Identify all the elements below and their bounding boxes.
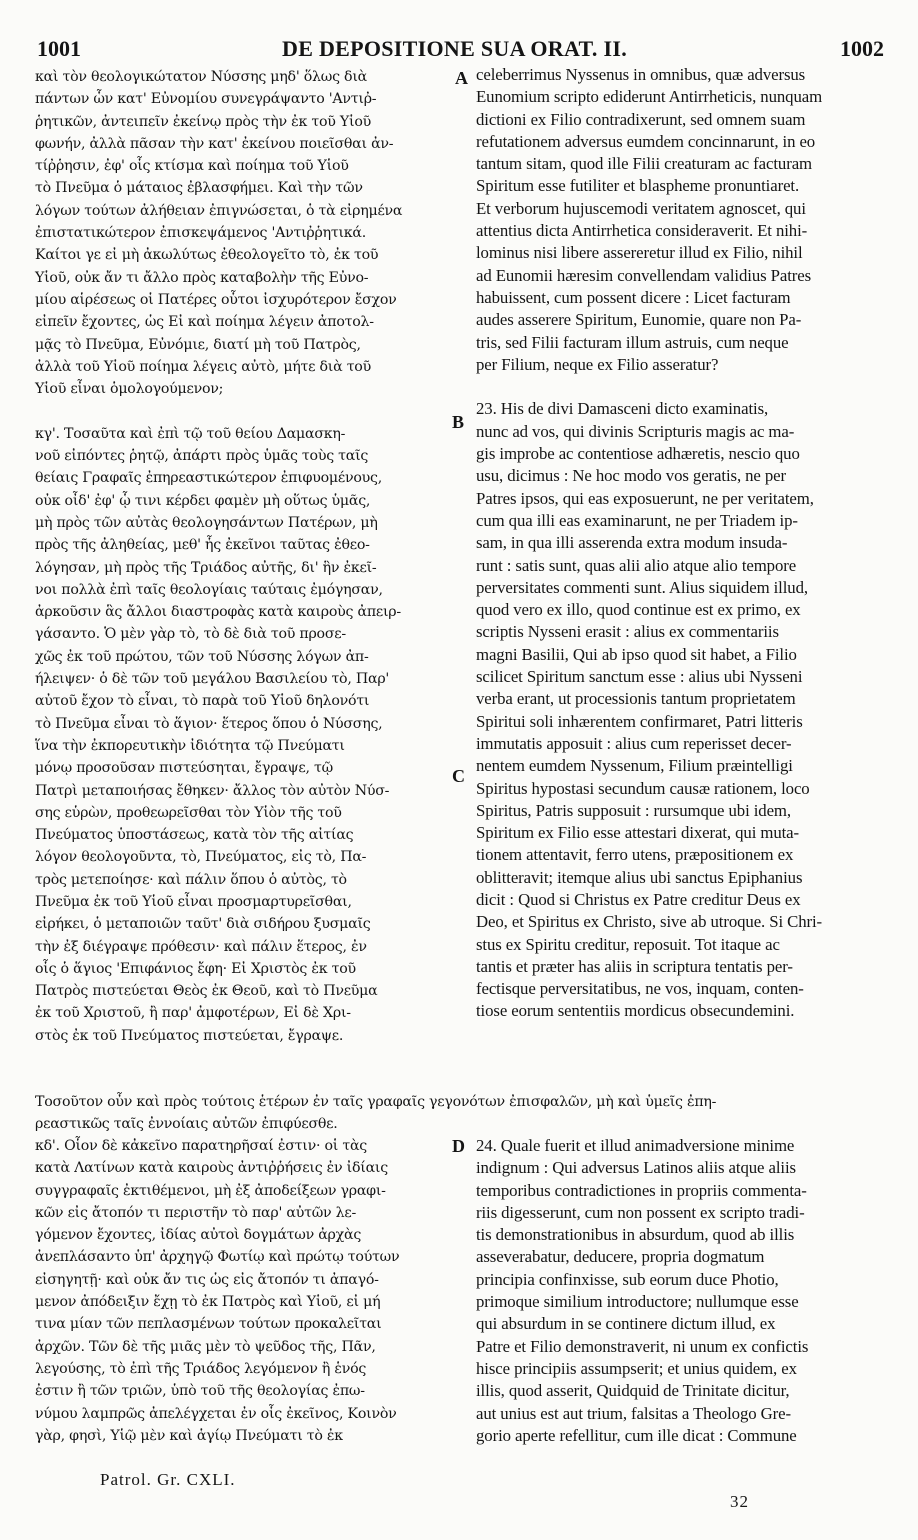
- text-line: οἷς ὁ ἅγιος 'Επιφάνιος ἔφη· Εἰ Χριστὸς ἐκ τοῦ: [35, 960, 356, 977]
- text-line: Πατρὸς πιστεύεται Θεὸς ἐκ Θεοῦ, καὶ τὸ Πνεῦμα: [35, 983, 378, 1000]
- text-line: celeberrimus Nyssenus in omnibus, quæ adversus: [476, 65, 806, 84]
- text-line: μενον ἀπόδειξιν ἔχῃ τὸ ἐκ Πατρὸς καὶ Υἱοῦ, εἰ μή: [35, 1294, 381, 1311]
- text-line: qui absurdum in se continere dictum illud, ex: [476, 1314, 776, 1334]
- text-line: λόγων τούτων ἀλήθειαν ἐπιγνώσεται, ὁ τὰ εἰρημένα: [35, 202, 403, 219]
- text-line: Καίτοι γε εἰ μὴ ἀκωλύτως ἐθεολογεῖτο τὸ, ἐκ τοῦ: [35, 247, 379, 264]
- text-line: Deo, et Spiritus ex Christo, sive ab utroque. Si Chri-: [476, 912, 823, 932]
- text-line: γὰρ, φησὶ, Υἱῷ μὲν καὶ ἁγίῳ Πνεύματι τὸ ἐκ: [35, 1427, 343, 1444]
- text-line: primoque similium introductore; nullumque esse: [476, 1292, 799, 1312]
- section-marker-b: B: [452, 412, 465, 432]
- text-line: Τοσοῦτον οὖν καὶ πρὸς τούτοις ἑτέρων ἐν ταῖς γραφαῖς γεγονότων ἐπισφαλῶν, μὴ καὶ ὑμεῖς ἐπη-: [35, 1094, 717, 1110]
- text-line: aut unius est aut trium, falsitas a Theologo Gre-: [476, 1403, 791, 1423]
- text-line: tantis et præter has aliis in scriptura tentatis per-: [476, 956, 793, 976]
- text-line: Et verborum hujuscemodi veritatem agnoscet, qui: [476, 198, 806, 218]
- text-line: stus ex Spiritu creditur, reposuit. Tot itaque ac: [476, 934, 780, 954]
- text-line: Spiritui soli inhærentem confirmaret, Patri litteris: [476, 711, 803, 731]
- text-line: Patres ipsos, qui eas exposuerunt, ne per veritatem,: [476, 488, 814, 508]
- greek-column-lower: [35, 1135, 455, 1447]
- section-marker-c: C: [452, 766, 465, 786]
- text-line: γάσαντο. Ὁ μὲν γὰρ τὸ, τὸ δὲ διὰ τοῦ προσε-: [35, 626, 346, 643]
- text-line: εἰρήκει, ὁ μεταποιῶν ταῦτ' διὰ σιδήρου ξυσμαῖς: [35, 916, 371, 933]
- text-line: πρὸς τῆς ἀληθείας, μεθ' ἧς ἐκεῖνοι ταῦτας ἐθεο-: [35, 537, 370, 554]
- text-line: γόμενον ἔχοντες, ἰδίας αὐτοὶ δογμάτων ἀρχὰς: [35, 1227, 362, 1244]
- text-line: κγ'. Τοσαῦτα καὶ ἐπὶ τῷ τοῦ θείου Δαμασκη-: [35, 425, 346, 442]
- text-line: Πατρὶ μεταποιήσας ἔθηκεν· ἄλλος τὸν αὐτὸν Νύσ-: [35, 782, 390, 799]
- page-number-right: 1002: [840, 36, 884, 61]
- text-line: refutationem adversus eumdem concinnarunt, in eo: [476, 131, 816, 151]
- text-line: oblitteravit; itemque alius ubi sanctus Epiphanius: [476, 867, 803, 887]
- text-line: ῥητικῶν, ἀντειπεῖν ἐκείνῳ πρὸς τὴν ἐκ τοῦ Υἱοῦ: [35, 113, 372, 130]
- text-line: Πνεύματος ὑποστάσεως, κατὰ τὸν τῆς αἰτίας: [35, 827, 354, 844]
- section-marker-d: D: [452, 1136, 465, 1156]
- text-line: τὸ Πνεῦμα ὁ μάταιος ἐβλασφήμει. Καὶ τὴν τῶν: [35, 180, 363, 197]
- running-title: DE DEPOSITIONE SUA ORAT. II.: [282, 36, 627, 61]
- text-line: sam, in qua illi asserenda extra modum insuda-: [476, 533, 788, 553]
- text-line: illis, quod asserit, Quidquid de Trinitate dicitur,: [476, 1381, 790, 1401]
- text-line: αὐτοῦ ἔχον τὸ εἶναι, τὸ παρὰ τοῦ Υἱοῦ δηλονότι: [35, 693, 370, 710]
- text-line: ἀλλὰ τοῦ Υἱοῦ ποίημα λέγεις αὐτὸ, μήτε διὰ τοῦ: [35, 358, 371, 375]
- text-line: λόγησαν, μὴ πρὸς τῆς Τριάδος αὐτῆς, δι' ἣν ἐκεῖ-: [35, 559, 377, 576]
- text-line: ἐστιν ἢ τῶν τριῶν, ὑπὸ τοῦ τῆς θεολογίας ἐπω-: [35, 1383, 365, 1400]
- text-line: τὴν ἐξ διέγραψε πρόθεσιν· καὶ πάλιν ἕτερος, ἐν: [35, 938, 367, 955]
- text-line: gorio aperte refellitur, cum ille dicat : Commune: [476, 1425, 797, 1445]
- text-line: immutatis apposuit : alius cum reperisset decer-: [476, 733, 792, 753]
- text-line: Υἱοῦ, οὐκ ἄν τι ἄλλο πρὸς καταβολὴν τῆς Εὐνο-: [35, 269, 369, 286]
- full-width-greek-lines: [35, 1091, 885, 1135]
- text-line: Spiritus hypostasi secundum causæ rationem, loco: [476, 778, 810, 798]
- text-line: temporibus contradictiones in propriis commenta-: [476, 1180, 807, 1200]
- text-line: Spiritus, Patris supposuit : rursumque ubi idem,: [476, 800, 791, 820]
- text-line: per Filium, neque ex Filio asseratur?: [476, 354, 719, 374]
- text-line: λεγούσης, τὸ ἐπὶ τῆς Τριάδος λεγόμενον ἢ ἑνός: [35, 1360, 367, 1377]
- text-line: tris, sed Filii facturam illum astruis, cum neque: [476, 332, 789, 352]
- text-line: Spiritum ex Filio esse attestari dixerat, qui muta-: [476, 823, 800, 843]
- text-line: καὶ τὸν θεολογικώτατον Νύσσης μηδ' ὅλως διὰ: [35, 69, 367, 85]
- text-line: ἵνα τὴν ἐκπορευτικὴν ἰδιότητα τῷ Πνεύματι: [35, 737, 345, 754]
- text-line: μᾷς τὸ Πνεῦμα, Εὐνόμιε, διατί μὴ τοῦ Πατρὸς,: [35, 336, 361, 353]
- text-line: indignum : Qui adversus Latinos aliis atque aliis: [476, 1158, 796, 1178]
- text-line: asseverabatur, deducere, propria dogmatum: [476, 1247, 765, 1267]
- text-line: νοι πολλὰ ἐπὶ ταῖς θεολογίαις ταύταις ἐμόγησαν,: [35, 581, 383, 598]
- text-line: τίῤῥησιν, ἐφ' οἷς κτίσμα καὶ ποίημα τοῦ Υἱοῦ: [35, 158, 349, 175]
- text-line: nentem eumdem Nyssenum, Filium præintelligi: [476, 756, 793, 776]
- text-line: 24. Quale fuerit et illud animadversione minime: [476, 1136, 795, 1155]
- text-line: lominus nisi libere assereretur illud ex Filio, nihil: [476, 243, 803, 263]
- text-line: tis demonstrationibus in absurdum, quod ab illis: [476, 1225, 795, 1245]
- text-line: dictioni ex Filio contradixerunt, sed omnem suam: [476, 109, 806, 129]
- text-line: magni Basilii, Qui ab ipso quod sit habet, a Filio: [476, 644, 797, 664]
- text-line: 23. His de divi Damasceni dicto examinatis,: [476, 399, 769, 419]
- text-line: nunc ad vos, qui divinis Scripturis magis ac ma-: [476, 421, 795, 441]
- text-line: verba erant, ut processionis tantum proprietatem: [476, 689, 796, 709]
- text-line: μόνῳ προσοῦσαν πιστεύσηται, ἔγραψε, τῷ: [35, 760, 333, 777]
- footer-signature: 32: [730, 1492, 749, 1511]
- greek-column-upper: [35, 66, 455, 1047]
- text-line: tionem attentavit, ferro utens, præpositionem ex: [476, 845, 794, 865]
- text-line: πάντων ὧν κατ' Εὐνομίου συνεγράψαντο 'Αντιῤ-: [35, 91, 377, 108]
- text-line: εἰπεῖν ἔχοντες, ὡς Εἰ καὶ ποίημα λέγειν ἀποτολ-: [35, 314, 374, 331]
- text-line: ἀρκοῦσιν ἃς ἄλλοι διαστροφὰς κατὰ καιροὺς ἀπειρ-: [35, 604, 401, 621]
- text-line: [476, 376, 891, 398]
- text-line: principia confinxisse, sub eorum duce Photio,: [476, 1269, 779, 1289]
- text-line: τρὸς μετεποίησε· καὶ πάλιν ὅπου ὁ αὐτὸς, τὸ: [35, 871, 347, 888]
- text-line: cum qua illi eas examinarunt, ne per Triadem ip-: [476, 510, 798, 530]
- text-line: Eunomium scripto ediderunt Antirrheticis, nunquam: [476, 87, 823, 107]
- text-line: τινα μίαν τῶν πεπλασμένων τούτων προκαλεῖται: [35, 1316, 382, 1333]
- text-line: χῶς ἐκ τοῦ πρώτου, τῶν τοῦ Νύσσης λόγων ἀπ-: [35, 648, 369, 665]
- text-line: Πνεῦμα ἐκ τοῦ Υἱοῦ εἶναι προσμαρτυρεῖσθαι,: [35, 893, 352, 910]
- text-line: ἀνεπλάσαντο ὑπ' ἀρχηγῷ Φωτίῳ καὶ πρώτῳ τούτων: [35, 1249, 400, 1266]
- text-line: φωνήν, ἀλλὰ πᾶσαν τὴν κατ' ἐκείνου ποιεῖσθαι ἀν-: [35, 135, 394, 152]
- text-line: κατὰ Λατίνων κατὰ καιροὺς ἀντιῤῥήσεις ἐν ἰδίαις: [35, 1160, 388, 1177]
- page-number-left: 1001: [37, 36, 81, 61]
- text-line: quod vero ex illo, quod continue est ex primo, ex: [476, 600, 801, 620]
- text-line: usu, dicimus : Ne hoc modo vos geratis, ne per: [476, 466, 786, 486]
- text-line: scriptis Nysseni erasit : alius ex commentariis: [476, 622, 779, 642]
- text-line: hisce principiis assumpserit; et unius quidem, ex: [476, 1358, 797, 1378]
- latin-column-upper: [476, 64, 891, 1023]
- text-line: οὐκ οἶδ' ἐφ' ᾧ τινι κέρδει φαμὲν μὴ οὕτως ὑμᾶς,: [35, 492, 371, 509]
- text-line: dicit : Quod si Christus ex Patre creditur Deus ex: [476, 889, 801, 909]
- text-line: fectisque perversitatibus, ne vos, inquam, conten-: [476, 979, 804, 999]
- text-line: riis digesserunt, cum non possent ex scripto tradi-: [476, 1202, 805, 1222]
- text-line: habuissent, cum possent dicere : Licet facturam: [476, 287, 791, 307]
- latin-column-lower: [476, 1135, 891, 1447]
- text-line: κδ'. Οἷον δὲ κἀκεῖνο παρατηρῆσαί ἐστιν· οἱ τὰς: [35, 1138, 367, 1154]
- text-line: ἐκ τοῦ Χριστοῦ, ἢ παρ' ἀμφοτέρων, Εἰ δὲ Χρι-: [35, 1005, 351, 1022]
- text-line: ρεαστικῶς ταῖς ἐννοίαις αὐτῶν ἐπιφύεσθε.: [35, 1116, 338, 1132]
- text-line: audes asserere Spiritum, Eunomie, quare non Pa-: [476, 310, 802, 330]
- text-line: εἰσηγητῇ· καὶ οὐκ ἄν τις ὡς εἰς ἄτοπόν τι ἀπαγό-: [35, 1271, 379, 1288]
- text-line: Spiritum esse futiliter et blaspheme pronuntiaret.: [476, 176, 800, 196]
- footer-source: Patrol. Gr. CXLI.: [100, 1470, 236, 1489]
- text-line: κῶν εἰς ἄτοπόν τι περιστῆν τὸ παρ' αὐτῶν λε-: [35, 1204, 357, 1221]
- text-line: perversitates commenti sunt. Alius siquidem illud,: [476, 577, 808, 597]
- text-line: ήλειψεν· ὁ δὲ τῶν τοῦ μεγάλου Βασιλείου τὸ, Παρ': [35, 671, 390, 688]
- text-line: λόγον θεολογοῦντα, τὸ, Πνεύματος, εἰς τὸ, Πα-: [35, 849, 367, 866]
- text-line: ad Eunomii hæresim convellendam validius Patres: [476, 265, 812, 285]
- text-line: νοῦ εἰπόντες ῥητῷ, ἀπάρτι πρὸς ὑμᾶς τοὺς ταῖς: [35, 448, 369, 465]
- text-line: gis improbe ac contentiose adhæretis, nescio quo: [476, 444, 800, 464]
- text-line: ἐπιστατικώτερον ἐπισκεψάμενος 'Αντιῤῥητικά.: [35, 225, 366, 242]
- section-marker-a: A: [455, 68, 468, 88]
- text-line: στὸς ἐκ τοῦ Πνεύματος πιστεύεται, ἔγραψε.: [35, 1027, 344, 1044]
- text-line: νύμου λαμπρῶς ἀπελέγχεται ἐν οἷς ἐκεῖνος, Κοινὸν: [35, 1405, 397, 1422]
- text-line: [35, 400, 455, 422]
- text-line: scilicet Spiritum sanctum esse : alius ubi Nysseni: [476, 667, 803, 687]
- text-line: attentius dicta Antirrhetica consideraverit. Et nihi-: [476, 221, 808, 241]
- text-line: συγγραφαῖς ἐκτιθέμενοι, μὴ ἐξ ἀποδείξεων γραφι-: [35, 1182, 386, 1199]
- text-line: θείαις Γραφαῖς ἐπηρεαστικώτερον ἐπιφυομένους,: [35, 470, 382, 487]
- text-line: tiose eorum sententiis mordicus obsecundemini.: [476, 1001, 795, 1021]
- text-line: σης εὑρὼν, προθεωρεῖσθαι τὸν Υἱὸν τῆς τοῦ: [35, 804, 342, 821]
- text-line: Υἱοῦ εἶναι ὁμολογούμενον;: [35, 381, 224, 398]
- text-line: Patre et Filio demonstraverit, ni unum ex confictis: [476, 1336, 809, 1356]
- text-line: τὸ Πνεῦμα εἶναι τὸ ἅγιον· ἕτερος ὅπου ὁ Νύσσης,: [35, 715, 383, 732]
- text-line: tantum sitam, quod ille Filii creaturam ac facturam: [476, 154, 813, 174]
- text-line: runt : satis sunt, quas alii alio atque alio tempore: [476, 555, 797, 575]
- text-line: μίου αἱρέσεως οἱ Πατέρες οὗτοι ἰσχυρότερον ἔσχον: [35, 291, 397, 308]
- text-line: μὴ πρὸς τῶν αὐτὰς θεολογησάντων Πατέρων, μὴ: [35, 514, 378, 531]
- text-line: ἀρχῶν. Τῶν δὲ τῆς μιᾶς μὲν τὸ ψεῦδος τῆς, Πᾶν,: [35, 1338, 376, 1355]
